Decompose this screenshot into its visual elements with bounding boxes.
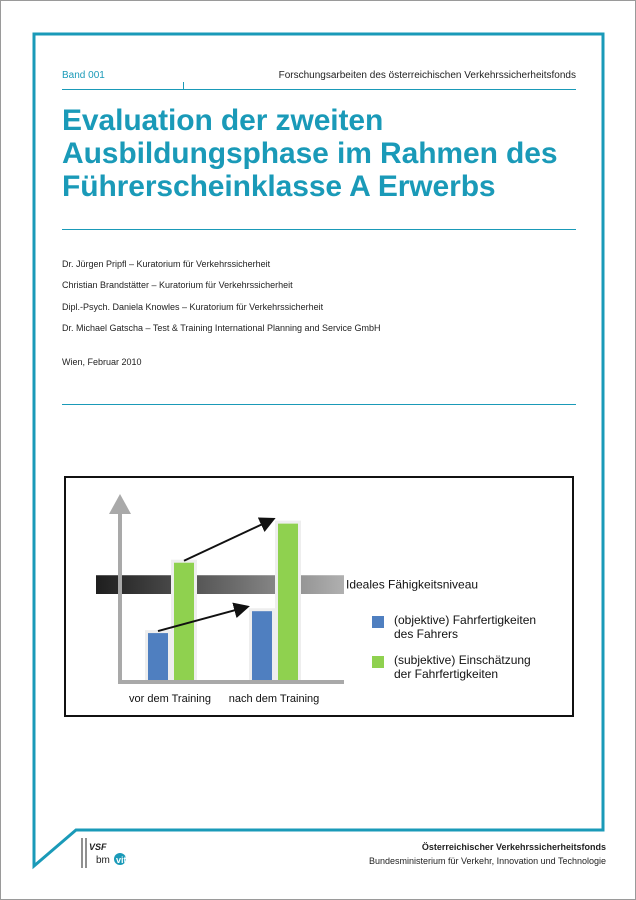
legend-label: (subjektive) Einschätzung — [394, 653, 531, 667]
author-rule — [62, 404, 576, 405]
title-line-2: Ausbildungsphase im Rahmen des — [62, 137, 558, 170]
logo-vsf-text: VSF — [89, 842, 107, 852]
publication-date: Wien, Februar 2010 — [62, 357, 142, 367]
bar — [252, 611, 272, 680]
reference-band — [96, 575, 344, 594]
category-label: nach dem Training — [228, 693, 320, 705]
bar — [278, 524, 298, 680]
author-line: Dr. Michael Gatscha – Test & Training International Planning and Service GmbH — [62, 323, 381, 333]
author-line: Dipl.-Psych. Daniela Knowles – Kuratorium für Verkehrssicherheit — [62, 302, 324, 312]
title-line-1: Evaluation der zweiten — [62, 104, 384, 137]
header-tick — [183, 82, 184, 90]
category-label: vor dem Training — [129, 693, 211, 705]
volume-number: Band 001 — [62, 70, 105, 81]
document-title — [62, 104, 582, 203]
series-title: Forschungsarbeiten des österreichischen Verkehrssicherheitsfonds — [278, 70, 576, 81]
training-chart — [66, 478, 572, 715]
bar — [148, 633, 168, 680]
header-rule — [62, 89, 576, 90]
footer-ministry: Bundesministerium für Verkehr, Innovation und Technologie — [369, 856, 606, 866]
vsf-bmvit-logo — [78, 836, 148, 870]
y-axis-arrow-icon — [109, 494, 131, 514]
author-line: Dr. Jürgen Pripfl – Kuratorium für Verkehrssicherheit — [62, 259, 271, 269]
reference-band-label: Ideales Fähigkeitsniveau — [346, 577, 479, 592]
y-axis — [118, 508, 122, 680]
title-line-3: Führerscheinklasse A Erwerbs — [62, 170, 496, 203]
logo-bm-text: bm — [96, 855, 110, 866]
legend-swatch — [372, 616, 384, 628]
legend-swatch — [372, 656, 384, 668]
cover-figure — [64, 476, 574, 717]
legend-label: (objektive) Fahrfertigkeiten — [394, 613, 537, 627]
x-axis — [118, 680, 344, 684]
logo-vit-text: vit — [116, 855, 127, 865]
legend-label: des Fahrers — [394, 627, 459, 641]
legend-label: der Fahrfertigkeiten — [394, 667, 499, 681]
trend-arrow — [184, 520, 272, 561]
author-line: Christian Brandstätter – Kuratorium für Verkehrssicherheit — [62, 280, 293, 290]
footer-organization: Österreichischer Verkehrssicherheitsfonds — [421, 842, 606, 852]
title-rule — [62, 229, 576, 230]
